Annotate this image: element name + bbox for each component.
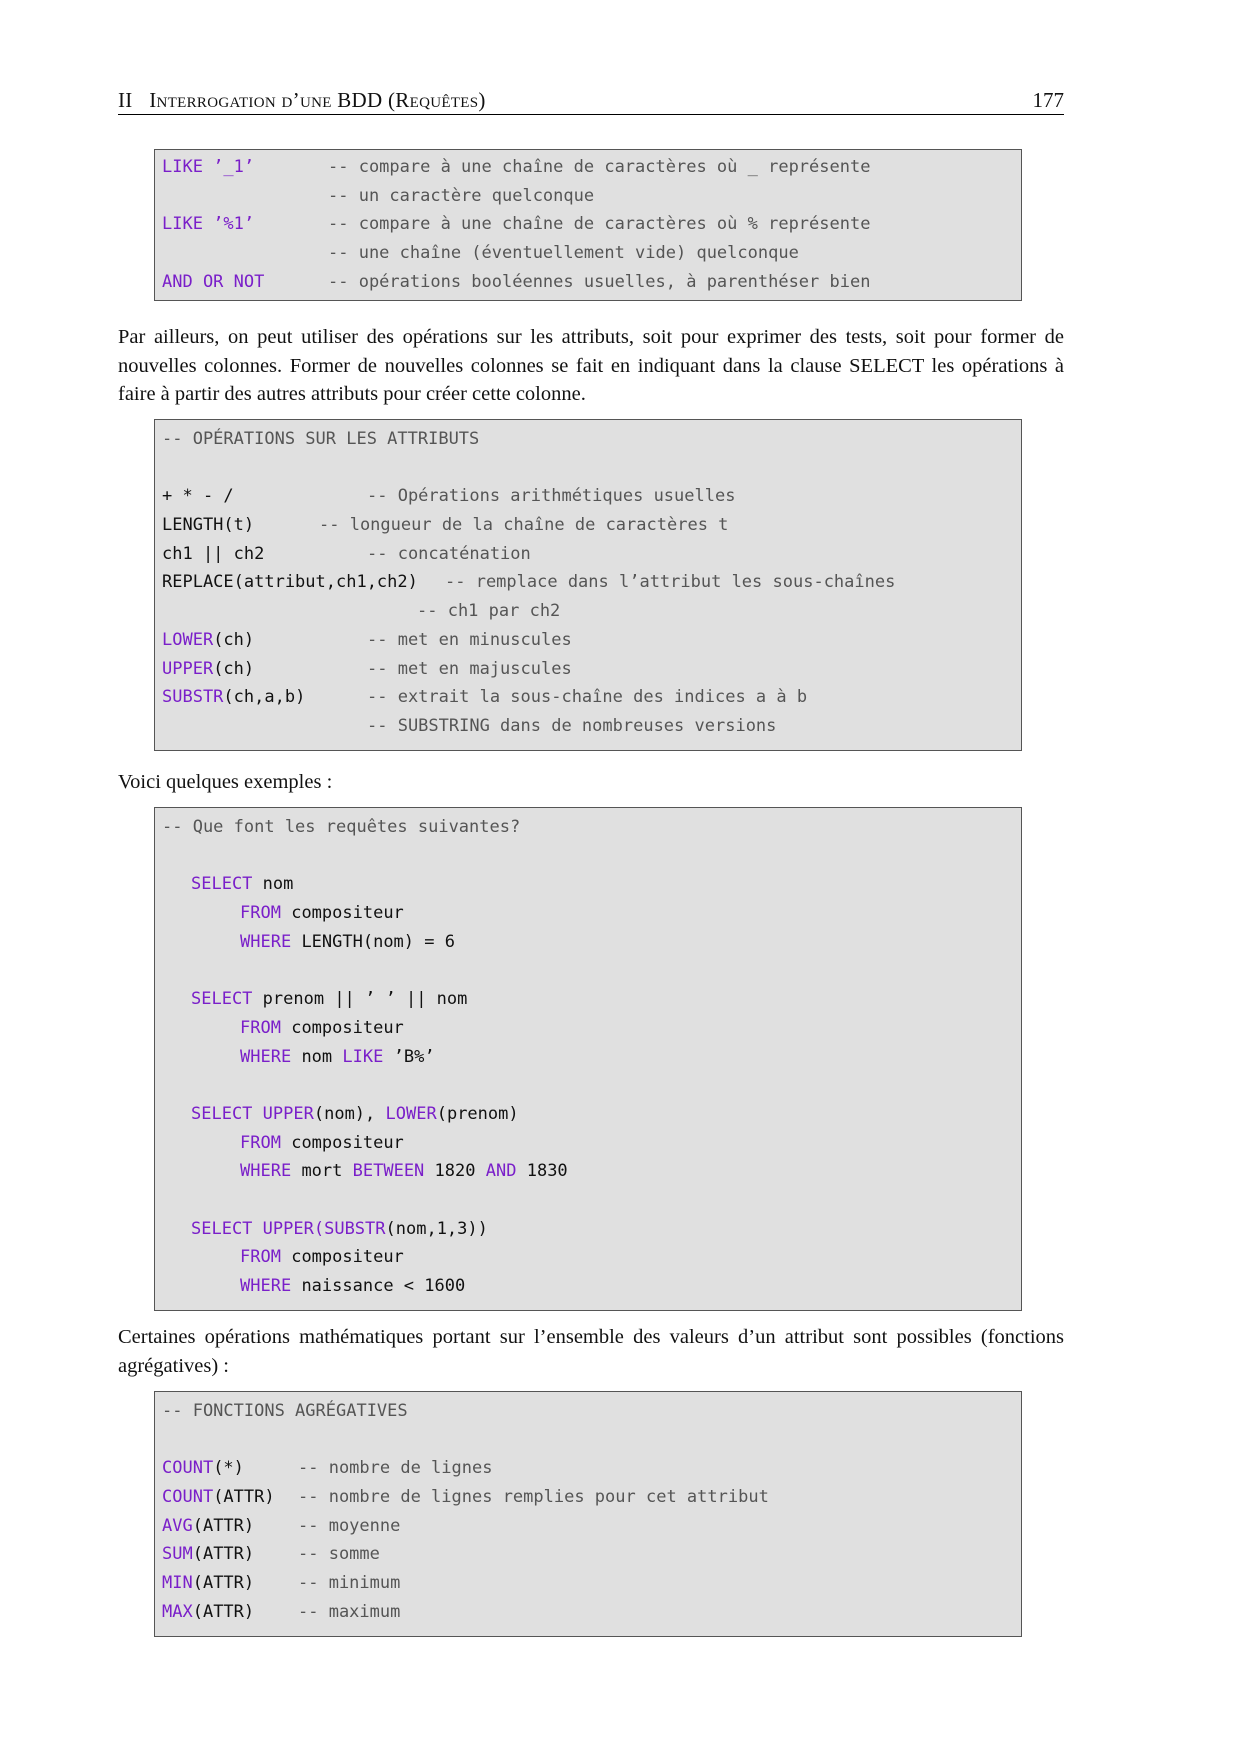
query3-where-line: [162, 1157, 1021, 1186]
paragraph-operations-intro: Par ailleurs, on peut utiliser des opérations sur les attributs, soit pour exprimer des tests, soit pour former de nouvelles colonnes. Former de nouvelles colonnes se fait en indiquant dans la clause SELECT les opérations à faire à partir des autres attributs pour créer cette colonne.: [118, 326, 1064, 406]
code-keyword: SUM: [162, 1544, 193, 1565]
code-line: [162, 1454, 1021, 1483]
code-comment: -- remplace dans l’attribut les sous-chaînes: [445, 572, 896, 593]
code-text: (ATTR): [192, 1573, 255, 1594]
where-column: mort: [301, 1161, 343, 1182]
code-block-like-operators: [154, 149, 1022, 301]
query3-select-line: [162, 1100, 1021, 1129]
select-keyword: SELECT: [191, 1218, 253, 1239]
section-title: [118, 88, 486, 113]
code-line: [162, 482, 1021, 511]
from-keyword: FROM: [240, 1132, 281, 1153]
code-comment: -- nombre de lignes remplies pour cet attribut: [298, 1487, 769, 1508]
range-low: 1820: [434, 1161, 476, 1182]
code-comment: -- nombre de lignes: [298, 1458, 493, 1479]
query4-where-line: [162, 1272, 1021, 1301]
code-line-empty: [162, 1426, 1021, 1455]
code-keyword: UPPER: [162, 658, 214, 679]
code-keyword: MAX: [162, 1601, 193, 1622]
from-keyword: FROM: [240, 903, 281, 924]
code-text: (*): [213, 1458, 244, 1479]
code-text: REPLACE(attribut,ch1,ch2): [162, 572, 418, 593]
paragraph-aggregate-intro: Certaines opérations mathématiques portant sur l’ensemble des valeurs d’un attribut sont possibles (fonctions agrégatives) :: [118, 1326, 1064, 1377]
select-keyword: SELECT: [191, 1103, 253, 1124]
code-line: [162, 655, 1021, 684]
like-pattern: ’B%’: [393, 1046, 435, 1067]
query2-where-line: [162, 1043, 1021, 1072]
code-keyword: COUNT: [162, 1458, 214, 1479]
code-comment: -- extrait la sous-chaîne des indices a à b: [367, 687, 808, 708]
code-block-example-queries: [154, 807, 1022, 1311]
code-comment: -- FONCTIONS AGRÉGATIVES: [162, 1401, 408, 1421]
code-keyword: LIKE ’%1’: [162, 214, 255, 235]
query2-from-line: [162, 1014, 1021, 1043]
code-comment: -- une chaîne (éventuellement vide) quelconque: [328, 243, 799, 264]
code-keyword: COUNT: [162, 1487, 214, 1508]
code-keyword: MIN: [162, 1573, 193, 1594]
code-keyword: LIKE ’_1’: [162, 157, 255, 177]
where-condition: naissance < 1600: [301, 1276, 466, 1296]
query1-from-line: [162, 899, 1021, 928]
code-line: [162, 425, 1021, 454]
query1-select-line: [162, 870, 1021, 899]
code-comment: -- OPÉRATIONS SUR LES ATTRIBUTS: [162, 429, 480, 449]
select-columns: prenom || ’ ’ || nom: [262, 989, 468, 1010]
code-line-empty: [162, 1071, 1021, 1100]
code-line-empty: [162, 454, 1021, 483]
code-comment: -- met en majuscules: [367, 658, 572, 679]
code-line: [162, 626, 1021, 655]
code-text: + * - /: [162, 486, 234, 507]
code-text: (ATTR): [213, 1487, 275, 1508]
code-comment: -- un caractère quelconque: [328, 185, 595, 206]
code-comment: -- ch1 par ch2: [417, 601, 561, 622]
table-name: compositeur: [291, 1132, 404, 1153]
and-keyword: AND: [485, 1161, 517, 1182]
code-line: [162, 712, 1021, 741]
page-number: 177: [1032, 88, 1064, 112]
code-comment: -- longueur de la chaîne de caractères t: [319, 515, 729, 536]
code-line: [162, 153, 1021, 182]
code-line: [162, 1512, 1021, 1541]
where-condition: LENGTH(nom) = 6: [301, 931, 455, 952]
code-text: ch1 || ch2: [162, 543, 265, 564]
query4-from-line: [162, 1243, 1021, 1272]
code-line: [162, 1397, 1021, 1426]
upper-function: UPPER: [262, 1103, 314, 1124]
function-args: (prenom): [436, 1103, 519, 1124]
code-keyword: SUBSTR: [162, 687, 224, 708]
code-comment: -- moyenne: [298, 1515, 401, 1536]
code-comment: -- met en minuscules: [367, 629, 572, 650]
code-text: (ATTR): [192, 1601, 255, 1622]
code-line: [162, 511, 1021, 540]
code-line: [162, 597, 1021, 626]
upper-function: UPPER(: [262, 1218, 325, 1239]
code-block-attribute-operations: [154, 419, 1022, 751]
where-keyword: WHERE: [240, 1161, 292, 1182]
code-text: (ch,a,b): [223, 687, 306, 708]
table-name: compositeur: [291, 1247, 404, 1268]
code-comment: -- opérations booléennes usuelles, à parenthéser bien: [328, 271, 871, 292]
code-keyword: AVG: [162, 1515, 193, 1536]
where-column: nom: [301, 1046, 333, 1067]
code-line: [162, 268, 1021, 297]
query1-where-line: [162, 928, 1021, 957]
code-line: [162, 1483, 1021, 1512]
function-args: (nom,1,3)): [385, 1218, 488, 1239]
code-text: (ch): [213, 658, 255, 679]
where-keyword: WHERE: [240, 1276, 292, 1296]
code-line: [162, 568, 1021, 597]
table-name: compositeur: [291, 1017, 404, 1038]
code-comment: -- somme: [298, 1544, 380, 1565]
where-keyword: WHERE: [240, 1046, 292, 1067]
select-keyword: SELECT: [191, 989, 253, 1010]
code-text: (ATTR): [192, 1544, 255, 1565]
code-comment: -- compare à une chaîne de caractères où % représente: [328, 214, 871, 235]
code-text: (ch): [213, 629, 255, 650]
code-comment: -- maximum: [298, 1601, 401, 1622]
code-block-aggregate-functions: [154, 1391, 1022, 1637]
code-line: [162, 1598, 1021, 1627]
code-comment: -- minimum: [298, 1573, 401, 1594]
where-keyword: WHERE: [240, 931, 292, 952]
code-line-empty: [162, 1186, 1021, 1215]
paragraph-examples-intro: Voici quelques exemples :: [118, 771, 333, 793]
code-line-empty: [162, 956, 1021, 985]
code-line: [162, 1540, 1021, 1569]
code-keyword: LOWER: [162, 629, 214, 650]
query2-select-line: [162, 985, 1021, 1014]
code-text: LENGTH(t): [162, 515, 255, 536]
query3-from-line: [162, 1129, 1021, 1158]
table-name: compositeur: [291, 903, 404, 924]
select-columns: nom: [262, 874, 294, 895]
code-comment: -- concaténation: [367, 543, 531, 564]
code-comment: -- Opérations arithmétiques usuelles: [367, 486, 736, 507]
code-text: (ATTR): [192, 1515, 255, 1536]
code-line: [162, 540, 1021, 569]
like-keyword: LIKE: [342, 1046, 384, 1067]
code-line: [162, 210, 1021, 239]
from-keyword: FROM: [240, 1247, 281, 1268]
code-line-empty: [162, 842, 1021, 871]
substr-function: SUBSTR: [324, 1218, 386, 1239]
code-comment: -- compare à une chaîne de caractères où _ représente: [328, 157, 871, 177]
range-high: 1830: [526, 1161, 568, 1182]
code-keyword: AND OR NOT: [162, 271, 265, 292]
code-line: [162, 1569, 1021, 1598]
function-args: (nom),: [313, 1103, 376, 1124]
between-keyword: BETWEEN: [352, 1161, 425, 1182]
running-header: [118, 86, 1064, 115]
code-line: [162, 813, 1021, 842]
code-comment: -- Que font les requêtes suivantes?: [162, 817, 521, 837]
lower-function: LOWER: [385, 1103, 437, 1124]
query4-select-line: [162, 1215, 1021, 1244]
select-keyword: SELECT: [191, 874, 253, 895]
code-line: [162, 239, 1021, 268]
section-number: II: [118, 88, 133, 112]
section-name: Interrogation d’une BDD (Requêtes): [149, 88, 486, 112]
code-line: [162, 683, 1021, 712]
code-line: [162, 182, 1021, 211]
from-keyword: FROM: [240, 1017, 281, 1038]
code-comment: -- SUBSTRING dans de nombreuses versions: [367, 715, 777, 736]
